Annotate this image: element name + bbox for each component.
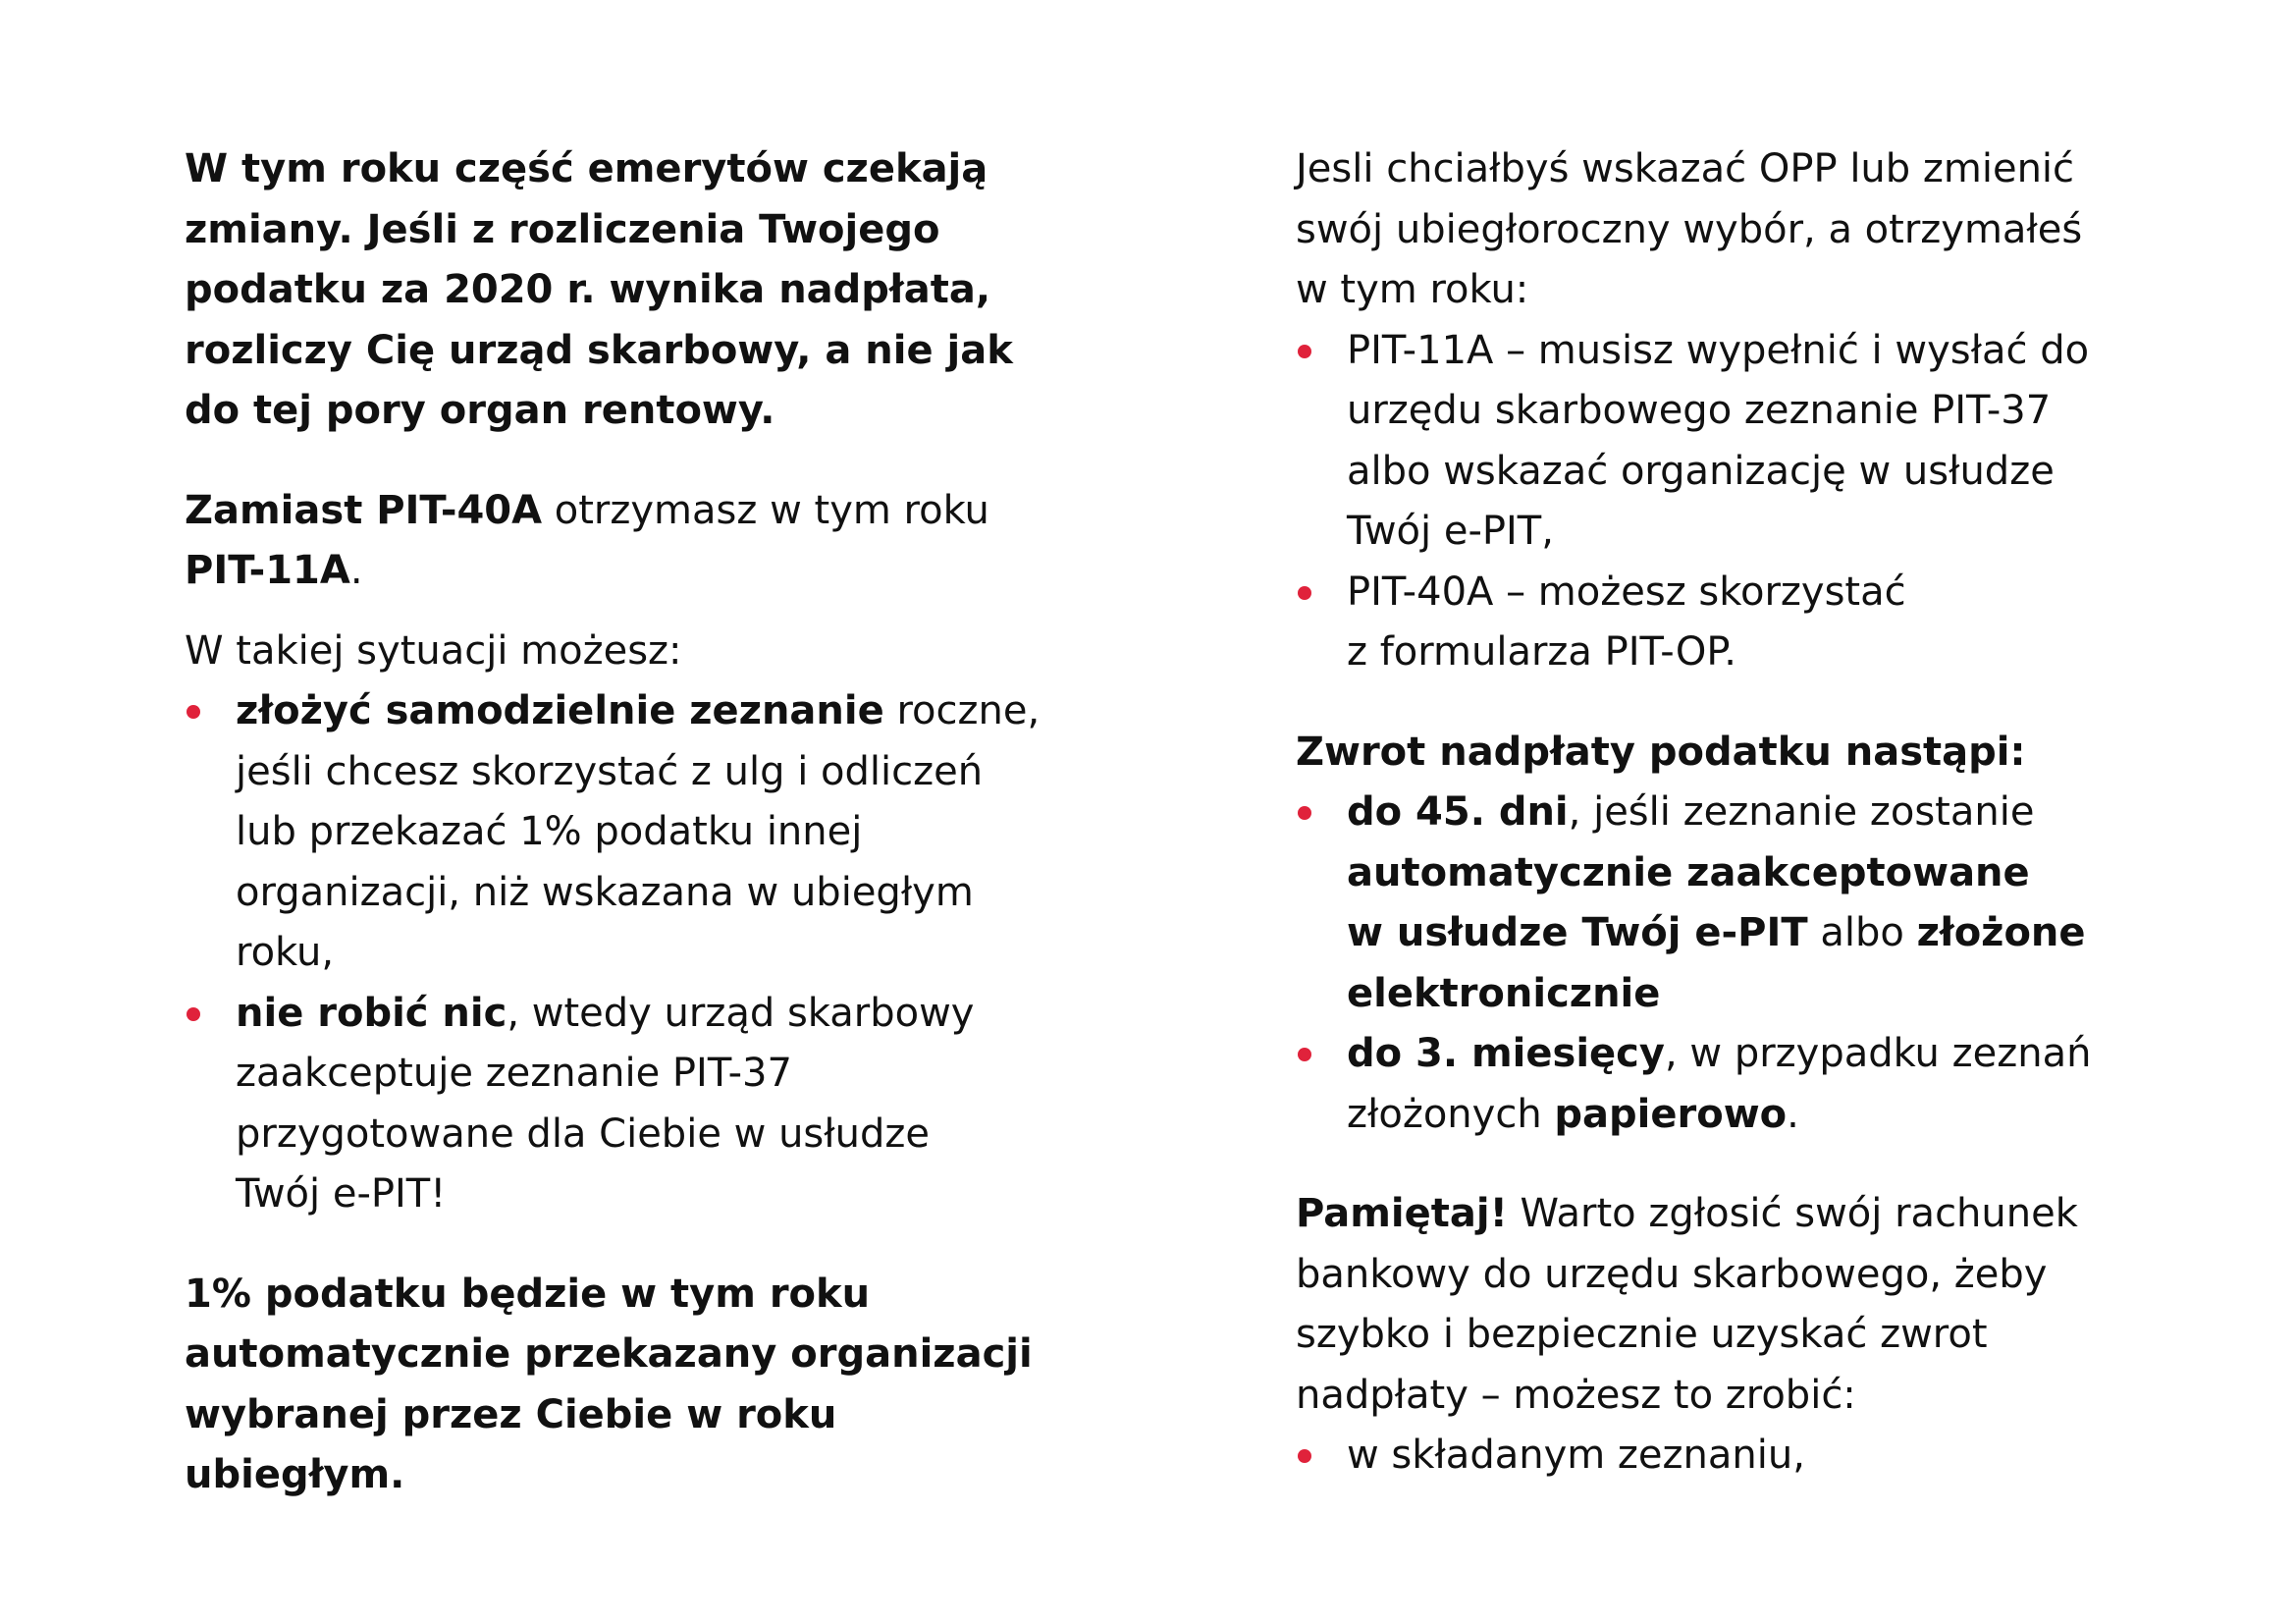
opp-list	[1296, 321, 2179, 683]
options-list	[185, 681, 1068, 1225]
opp-paragraph: Jesli chciałbyś wskazać OPP lub zmienić swój ubiegłoroczny wybór, a otrzymałeś w tym roku:	[1296, 146, 2083, 312]
closing-paragraph: 1% podatku będzie w tym roku automatycznie przekazany organizacji wybranej przez Ciebie w roku ubiegłym.	[185, 1271, 1033, 1497]
refund-list	[1296, 783, 2179, 1145]
situation-label: W takiej sytuacji możesz:	[185, 627, 682, 674]
list-item: PIT-11A – musisz wypełnić i wysłać do urzędu skarbowego zeznanie PIT-37 albo wskazać organizację w usłudze Twój e-PIT,	[1296, 321, 2179, 563]
intro-paragraph: W tym roku część emerytów czekają zmiany. Jeśli z rozliczenia Twojego podatku za 2020 r. wynika nadpłata, rozliczy Cię urząd skarbowy, a nie jak do tej pory organ rentowy.	[185, 146, 1013, 433]
list-item: do 3. miesięcy, w przypadku zeznań złożonych papierowo.	[1296, 1024, 2179, 1145]
bullet-dot-icon	[1298, 1449, 1311, 1463]
refund-heading: Zwrot nadpłaty podatku nastąpi:	[1296, 729, 2026, 775]
list-item: w składanym zeznaniu,	[1296, 1426, 2179, 1487]
bullet-dot-icon	[1298, 1048, 1311, 1061]
bullet-dot-icon	[1298, 345, 1311, 358]
list-item: PIT-40A – możesz skorzystać z formularza PIT-OP.	[1296, 563, 2179, 683]
bullet-dot-icon	[1298, 806, 1311, 820]
list-item: nie robić nic, wtedy urząd skarbowy zaakceptuje zeznanie PIT-37 przygotowane dla Ciebie w usłudze Twój e-PIT!	[185, 984, 1068, 1225]
remember-list	[1296, 1426, 2179, 1487]
zamiast-paragraph: Zamiast PIT-40A otrzymasz w tym roku PIT-11A.	[185, 487, 989, 593]
list-item: złożyć samodzielnie zeznanie roczne, jeśli chcesz skorzystać z ulg i odliczeń lub przekazać 1% podatku innej organizacji, niż wskazana w ubiegłym roku,	[185, 681, 1068, 984]
left-column	[185, 139, 1068, 1506]
bullet-dot-icon	[1298, 586, 1311, 600]
remember-paragraph: Pamiętaj! Warto zgłosić swój rachunek bankowy do urzędu skarbowego, żeby szybko i bezpiecznie uzyskać zwrot nadpłaty – możesz to zrobić:	[1296, 1191, 2078, 1418]
list-item: do 45. dni, jeśli zeznanie zostanie automatycznie zaakceptowane w usłudze Twój e-PIT albo złożone elektronicznie	[1296, 783, 2179, 1024]
bullet-dot-icon	[187, 705, 200, 719]
right-column	[1296, 139, 2179, 1487]
bullet-dot-icon	[187, 1007, 200, 1021]
